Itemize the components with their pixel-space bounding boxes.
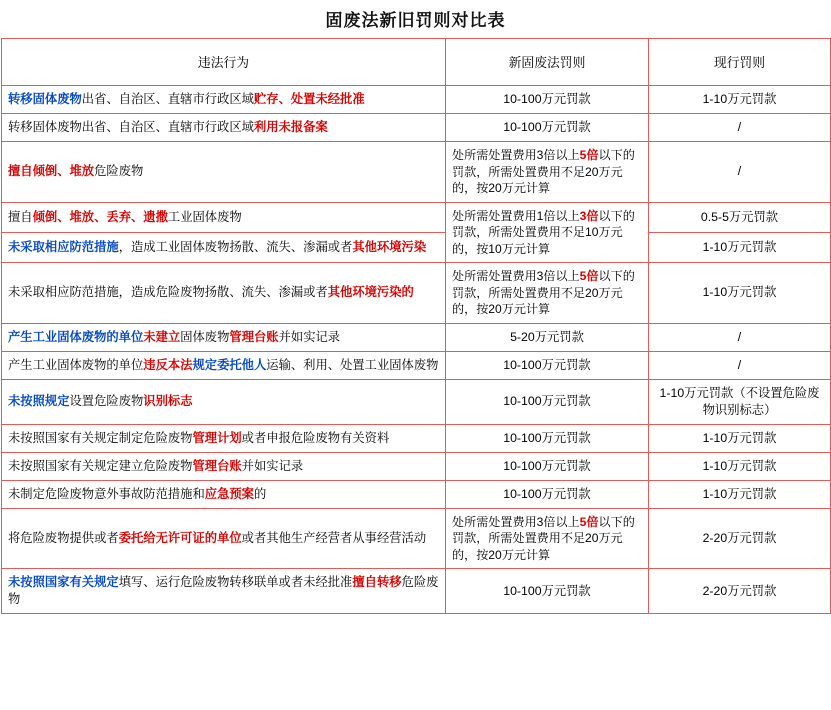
new-penalty-cell: 处所需处置费用1倍以上3倍以下的罚款，所需处置费用不足10万元的，按10万元计算 bbox=[446, 202, 649, 263]
new-penalty-cell: 处所需处置费用3倍以上5倍以下的罚款，所需处置费用不足20万元的，按20万元计算 bbox=[446, 508, 649, 569]
current-penalty-cell: 1-10万元罚款 bbox=[649, 232, 831, 262]
new-penalty-cell: 处所需处置费用3倍以上5倍以下的罚款，所需处置费用不足20万元的，按20万元计算 bbox=[446, 142, 649, 203]
table-header-row bbox=[2, 39, 831, 86]
table-row bbox=[2, 480, 831, 508]
table-row bbox=[2, 508, 831, 569]
violation-cell: 未按照国家有关规定建立危险废物管理台账并如实记录 bbox=[2, 452, 446, 480]
table-row bbox=[2, 142, 831, 203]
new-penalty-cell: 10-100万元罚款 bbox=[446, 480, 649, 508]
new-penalty-cell: 10-100万元罚款 bbox=[446, 424, 649, 452]
table-row bbox=[2, 323, 831, 351]
table-row bbox=[2, 232, 831, 262]
current-penalty-cell: 1-10万元罚款 bbox=[649, 263, 831, 324]
violation-cell: 未采取相应防范措施，造成危险废物扬散、流失、渗漏或者其他环境污染的 bbox=[2, 263, 446, 324]
table-header bbox=[2, 39, 831, 86]
current-penalty-cell: / bbox=[649, 114, 831, 142]
table-row bbox=[2, 114, 831, 142]
new-penalty-cell: 10-100万元罚款 bbox=[446, 569, 649, 614]
current-penalty-cell: 1-10万元罚款 bbox=[649, 86, 831, 114]
column-header-new-penalty: 新固废法罚则 bbox=[446, 39, 649, 86]
current-penalty-cell: 1-10万元罚款 bbox=[649, 480, 831, 508]
violation-cell: 未按照国家有关规定制定危险废物管理计划或者申报危险废物有关资料 bbox=[2, 424, 446, 452]
current-penalty-cell: 1-10万元罚款（不设置危险废物识别标志） bbox=[649, 379, 831, 424]
table-row bbox=[2, 86, 831, 114]
table-row bbox=[2, 569, 831, 614]
column-header-current-penalty: 现行罚则 bbox=[649, 39, 831, 86]
table-row bbox=[2, 202, 831, 232]
new-penalty-cell: 5-20万元罚款 bbox=[446, 323, 649, 351]
violation-cell: 擅自倾倒、堆放、丢弃、遗撒工业固体废物 bbox=[2, 202, 446, 232]
table-row bbox=[2, 351, 831, 379]
new-penalty-cell: 10-100万元罚款 bbox=[446, 114, 649, 142]
violation-cell: 未制定危险废物意外事故防范措施和应急预案的 bbox=[2, 480, 446, 508]
violation-cell: 产生工业固体废物的单位未建立固体废物管理台账并如实记录 bbox=[2, 323, 446, 351]
current-penalty-cell: / bbox=[649, 351, 831, 379]
violation-cell: 产生工业固体废物的单位违反本法规定委托他人运输、利用、处置工业固体废物 bbox=[2, 351, 446, 379]
table-row bbox=[2, 452, 831, 480]
column-header-violation: 违法行为 bbox=[2, 39, 446, 86]
current-penalty-cell: 2-20万元罚款 bbox=[649, 508, 831, 569]
page-title: 固废法新旧罚则对比表 bbox=[325, 11, 506, 30]
violation-cell: 未按照国家有关规定填写、运行危险废物转移联单或者未经批准擅自转移危险废物 bbox=[2, 569, 446, 614]
current-penalty-cell: / bbox=[649, 142, 831, 203]
violation-cell: 擅自倾倒、堆放危险废物 bbox=[2, 142, 446, 203]
new-penalty-cell: 10-100万元罚款 bbox=[446, 452, 649, 480]
new-penalty-cell: 10-100万元罚款 bbox=[446, 379, 649, 424]
violation-cell: 未采取相应防范措施，造成工业固体废物扬散、流失、渗漏或者其他环境污染 bbox=[2, 232, 446, 262]
violation-cell: 转移固体废物出省、自治区、直辖市行政区域利用未报备案 bbox=[2, 114, 446, 142]
table-body bbox=[2, 86, 831, 614]
violation-cell: 将危险废物提供或者委托给无许可证的单位或者其他生产经营者从事经营活动 bbox=[2, 508, 446, 569]
new-penalty-cell: 处所需处置费用3倍以上5倍以下的罚款，所需处置费用不足20万元的，按20万元计算 bbox=[446, 263, 649, 324]
current-penalty-cell: 1-10万元罚款 bbox=[649, 452, 831, 480]
current-penalty-cell: 0.5-5万元罚款 bbox=[649, 202, 831, 232]
table-row bbox=[2, 379, 831, 424]
violation-cell: 未按照规定设置危险废物识别标志 bbox=[2, 379, 446, 424]
violation-cell: 转移固体废物出省、自治区、直辖市行政区域贮存、处置未经批准 bbox=[2, 86, 446, 114]
current-penalty-cell: / bbox=[649, 323, 831, 351]
new-penalty-cell: 10-100万元罚款 bbox=[446, 351, 649, 379]
current-penalty-cell: 2-20万元罚款 bbox=[649, 569, 831, 614]
new-penalty-cell: 10-100万元罚款 bbox=[446, 86, 649, 114]
current-penalty-cell: 1-10万元罚款 bbox=[649, 424, 831, 452]
table-row bbox=[2, 263, 831, 324]
comparison-table bbox=[1, 38, 831, 614]
table-row bbox=[2, 424, 831, 452]
